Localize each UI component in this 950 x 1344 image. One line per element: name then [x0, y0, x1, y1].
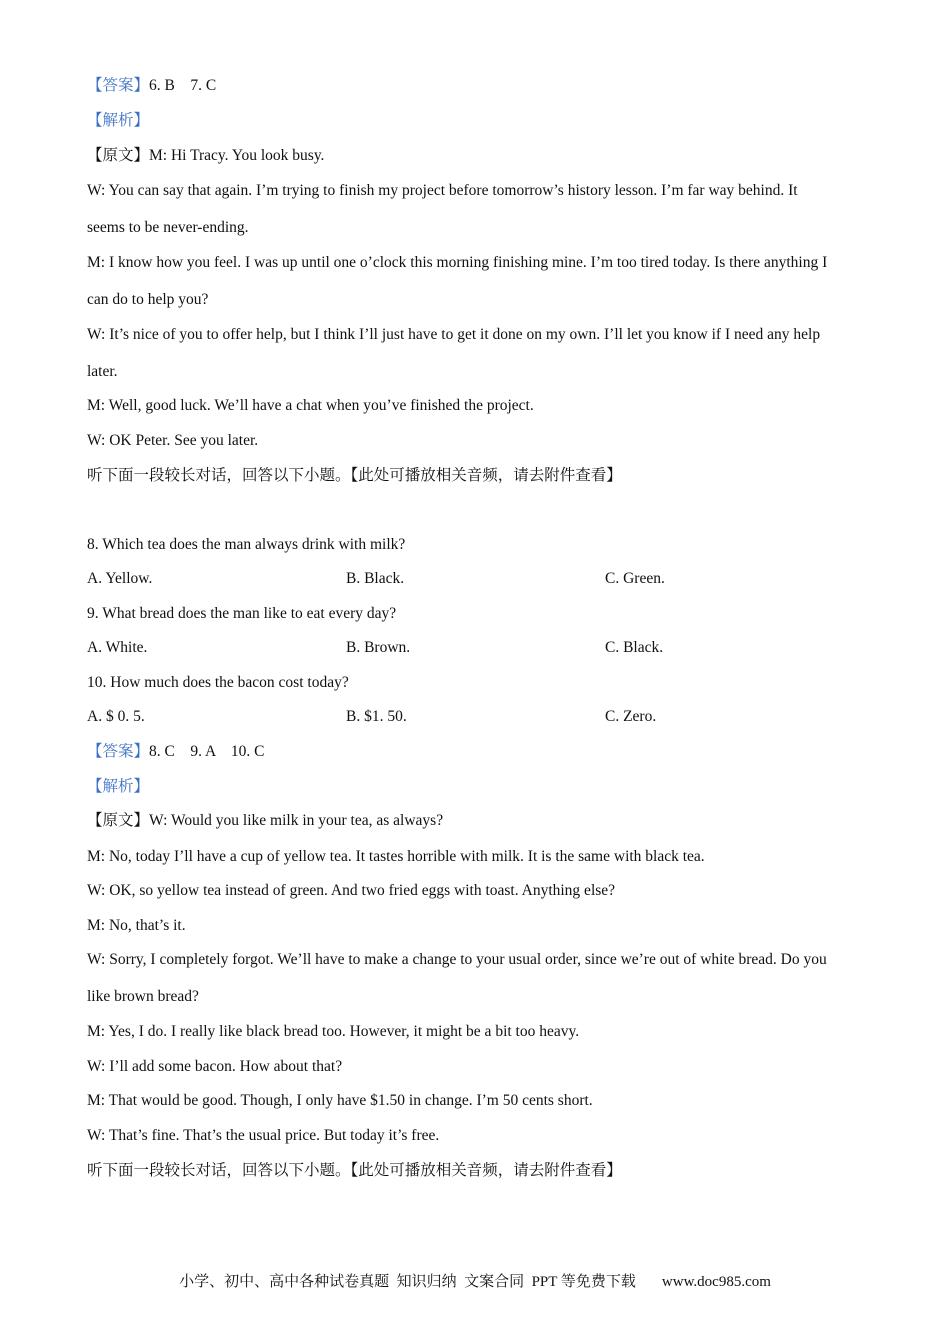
option-c: C. Green. [605, 570, 665, 587]
transcript-line: can do to help you? [87, 291, 209, 308]
analysis-tag: 【解析】 [87, 778, 150, 795]
question-stem: 8. Which tea does the man always drink with milk? [87, 536, 406, 553]
footer-text: 小学、初中、高中各种试卷真题 知识归纳 文案合同 PPT 等免费下载 [179, 1274, 636, 1290]
transcript-line: seems to be never-ending. [87, 219, 249, 236]
transcript-line: M: Yes, I do. I really like black bread too. However, it might be a bit too heavy. [87, 1023, 580, 1040]
analysis-line-2 [87, 777, 149, 797]
transcript-line: W: OK Peter. See you later. [87, 432, 259, 449]
transcript-line: M: That would be good. Though, I only have $1.50 in change. I’m 50 cents short. [87, 1092, 593, 1109]
option-a: A. White. [87, 639, 148, 656]
transcript-line: W: Sorry, I completely forgot. We’ll have to make a change to your usual order, since we’re out of white bread. Do you [87, 951, 827, 968]
option-b: B. Black. [346, 570, 405, 587]
original-first-sentence: M: Hi Tracy. You look busy. [149, 147, 325, 164]
original-first-sentence: W: Would you like milk in your tea, as always? [149, 812, 444, 829]
answer-line-2 [87, 742, 264, 762]
option-a: A. $ 0. 5. [87, 708, 145, 725]
analysis-tag: 【解析】 [87, 112, 150, 129]
transcript-line: W: It’s nice of you to offer help, but I think I’ll just have to get it done on my own. I’ll let you know if I need any help [87, 326, 821, 343]
answer-text: 6. B 7. C [149, 77, 217, 94]
transcript-line: M: Well, good luck. We’ll have a chat when you’ve finished the project. [87, 397, 534, 414]
answer-text: 8. C 9. A 10. C [149, 743, 265, 760]
question-stem: 10. How much does the bacon cost today? [87, 674, 349, 691]
answer-tag: 【答案】 [87, 743, 150, 760]
transcript-line: W: You can say that again. I’m trying to finish my project before tomorrow’s history lesson. I’m far way behind. It [87, 182, 798, 199]
question-stem: 9. What bread does the man like to eat every day? [87, 605, 397, 622]
transcript-line: W: OK, so yellow tea instead of green. And two fried eggs with toast. Anything else? [87, 882, 616, 899]
transcript-line: M: I know how you feel. I was up until one o’clock this morning finishing mine. I’m too tired today. Is there anything I [87, 254, 828, 271]
option-c: C. Zero. [605, 708, 657, 725]
transcript-line: later. [87, 363, 118, 380]
original-tag: 【原文】 [87, 147, 150, 164]
transcript-line: like brown bread? [87, 988, 199, 1005]
page-footer [0, 1270, 950, 1291]
answer-tag: 【答案】 [87, 77, 150, 94]
transcript-line: W: That’s fine. That’s the usual price. But today it’s free. [87, 1127, 440, 1144]
original-tag: 【原文】 [87, 812, 150, 829]
listening-instruction: 听下面一段较长对话，回答以下小题。【此处可播放相关音频，请去附件查看】 [87, 467, 622, 484]
option-b: B. Brown. [346, 639, 411, 656]
transcript-line: M: No, that’s it. [87, 917, 186, 934]
listening-instruction: 听下面一段较长对话，回答以下小题。【此处可播放相关音频，请去附件查看】 [87, 1162, 622, 1179]
answer-line-1 [87, 76, 216, 96]
original-line-2 [87, 811, 443, 831]
transcript-line: W: I’ll add some bacon. How about that? [87, 1058, 343, 1075]
transcript-line: M: No, today I’ll have a cup of yellow tea. It tastes horrible with milk. It is the same with black tea. [87, 848, 705, 865]
option-c: C. Black. [605, 639, 664, 656]
option-b: B. $1. 50. [346, 708, 407, 725]
option-a: A. Yellow. [87, 570, 153, 587]
footer-site-link[interactable]: www.doc985.com [661, 1274, 771, 1290]
original-line-1 [87, 146, 324, 166]
analysis-line-1 [87, 111, 149, 131]
